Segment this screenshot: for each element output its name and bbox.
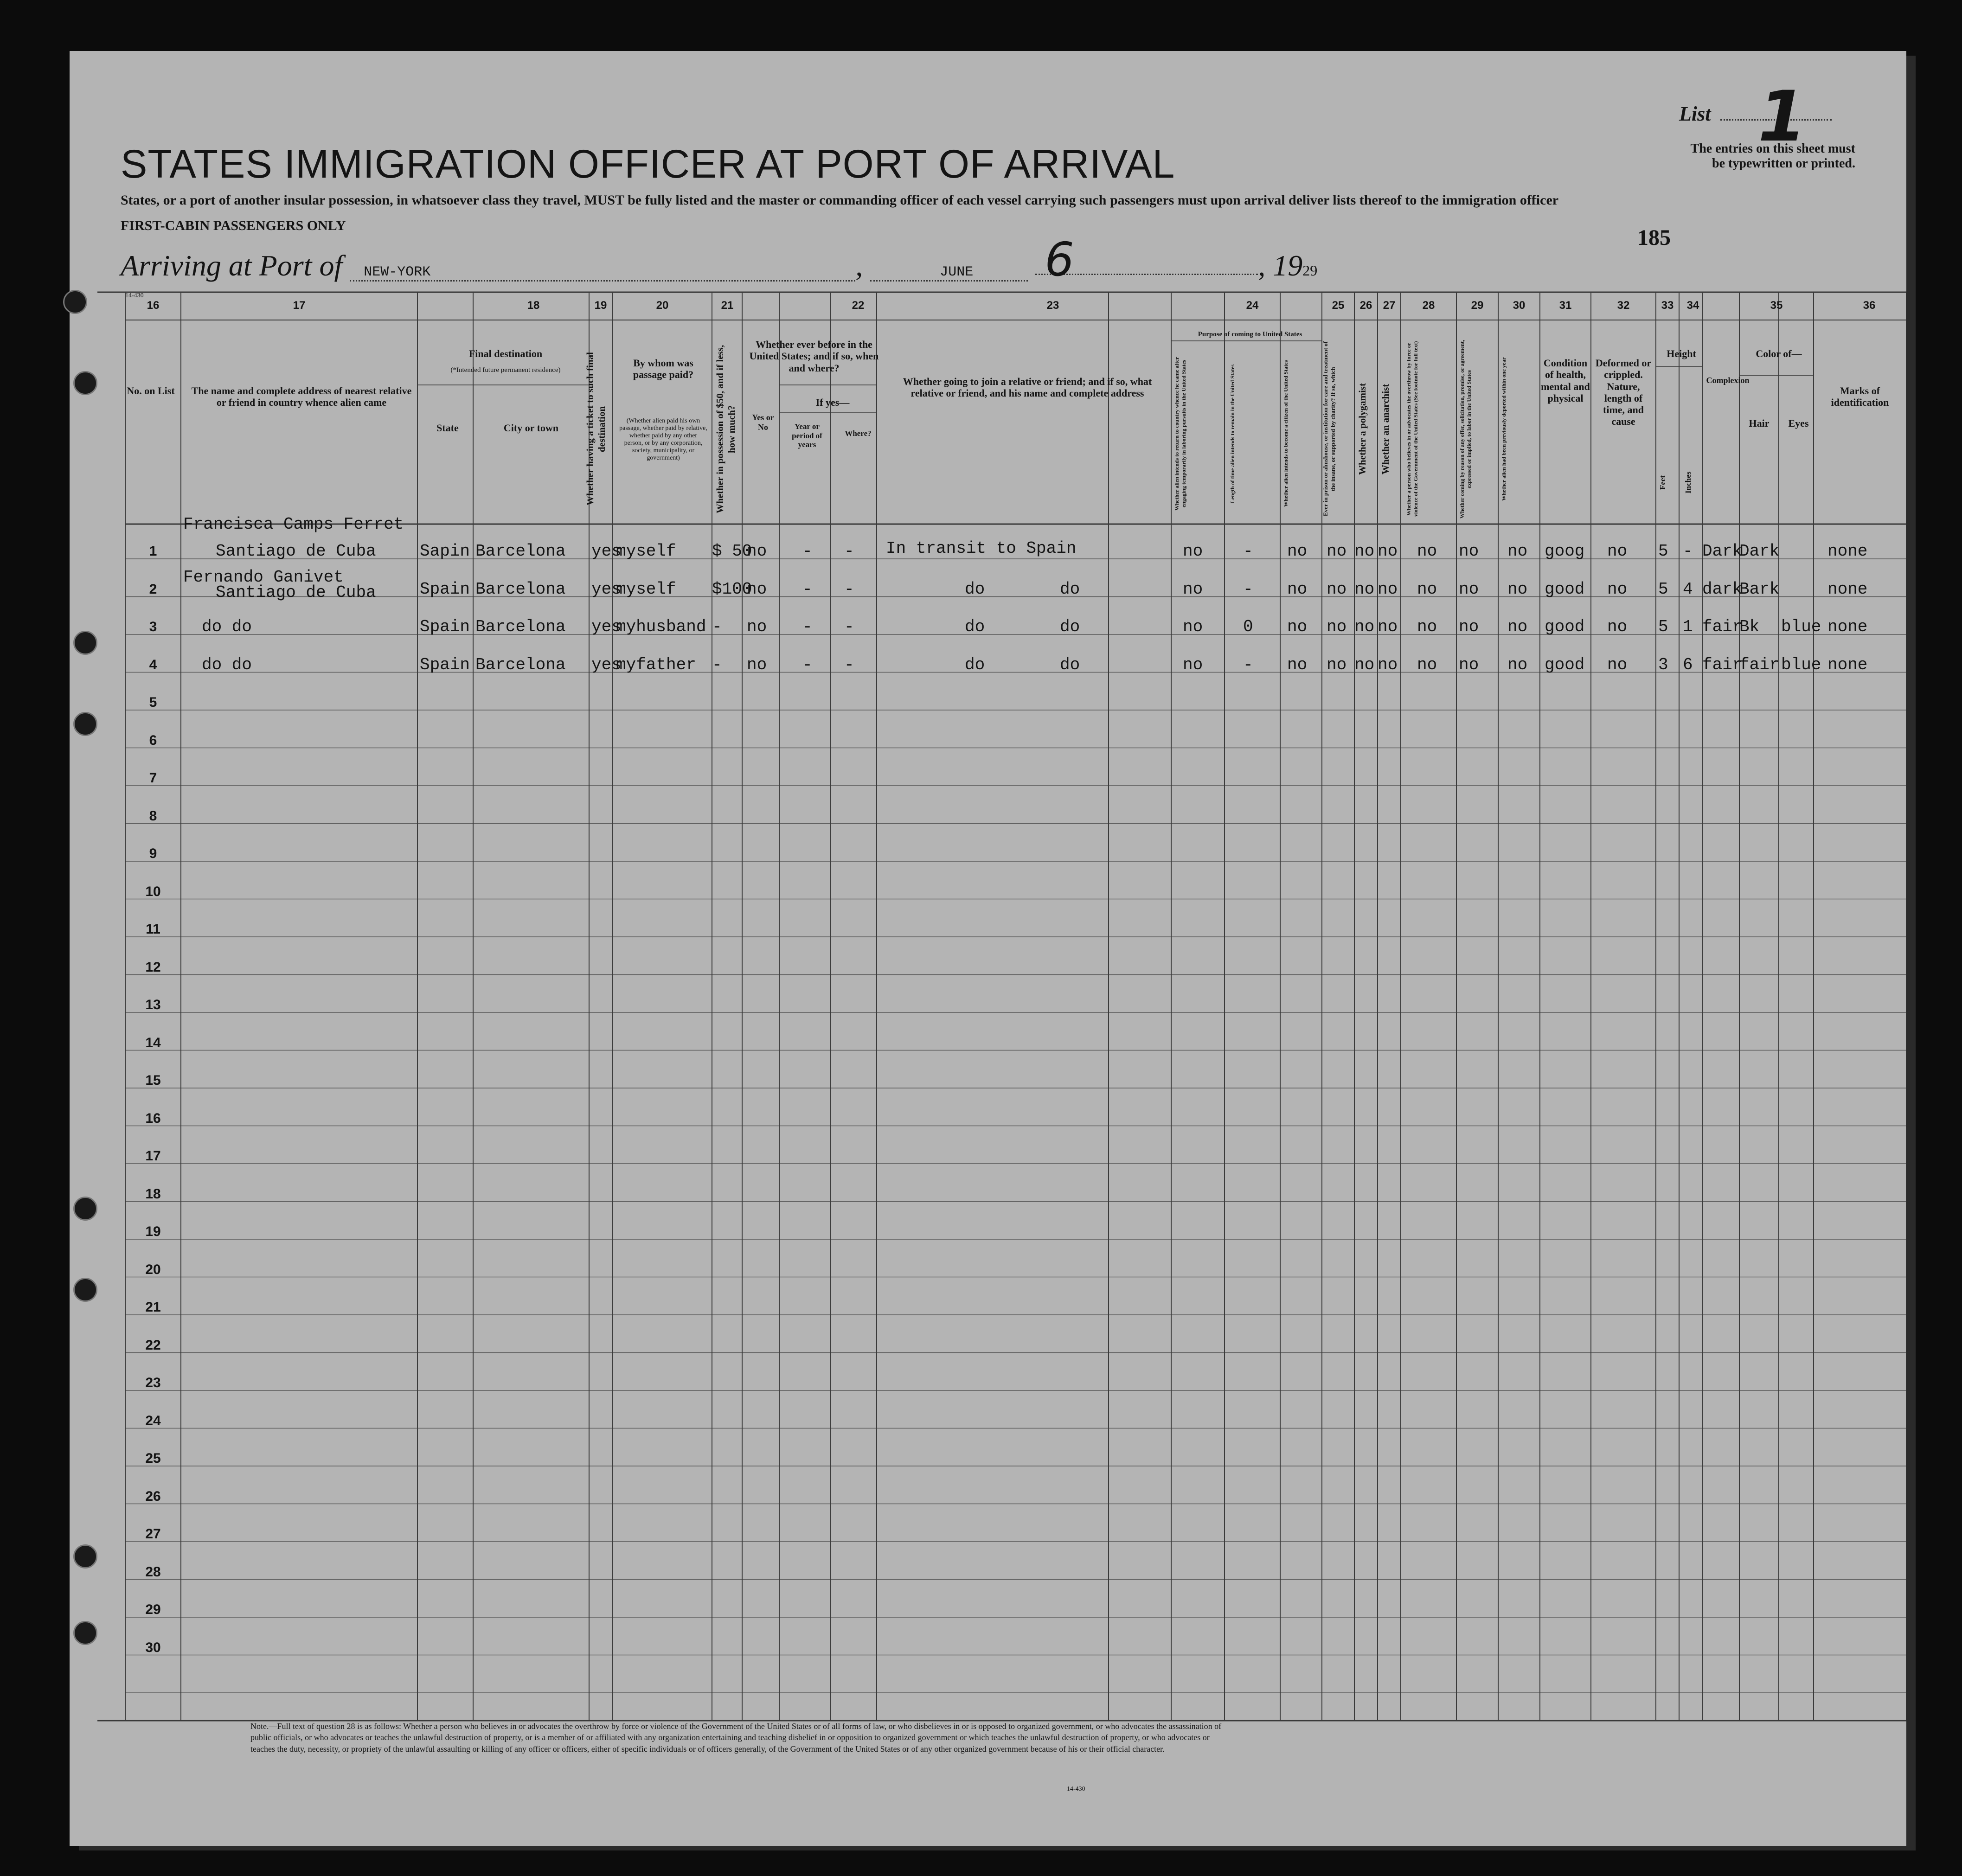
hair-cell: Bark <box>1739 579 1780 599</box>
year-prefix: 19 <box>1273 249 1303 282</box>
header-before-us: Whether ever before in the United States; and if so, when and where? <box>749 339 879 374</box>
column-number: 21 <box>721 299 734 312</box>
header-purpose-c: Whether alien intends to become a citizen of the United States <box>1282 360 1289 507</box>
entries-note-line2: be typewritten or printed. <box>1712 156 1855 171</box>
where-cell: - <box>844 579 854 599</box>
inches-cell: 6 <box>1683 655 1693 674</box>
deported-cell: no <box>1507 617 1528 636</box>
row-number: 16 <box>145 1110 161 1126</box>
prison-cell: no <box>1327 617 1347 636</box>
money-cell: $ 50 <box>712 542 752 561</box>
citizen-cell: no <box>1287 542 1308 561</box>
row-number: 27 <box>145 1526 161 1542</box>
header-purpose-b: Length of time alien intends to remain in the United States <box>1229 364 1236 503</box>
complexion-cell: fair <box>1702 617 1743 636</box>
anarchist-cell: no <box>1378 655 1398 674</box>
health-cell: good <box>1545 579 1585 599</box>
ticket-cell: yes <box>591 655 622 674</box>
row-number: 18 <box>145 1186 161 1202</box>
polygamist-cell: no <box>1354 617 1375 636</box>
relative-address-cell: do do <box>202 655 252 674</box>
row-number: 11 <box>146 922 160 937</box>
list-number: 1 <box>1758 77 1807 157</box>
cabin-class: FIRST-CABIN PASSENGERS ONLY <box>121 218 346 233</box>
inches-cell: 1 <box>1683 617 1693 636</box>
deported-cell: no <box>1507 579 1528 599</box>
length-cell: - <box>1243 655 1253 674</box>
polygamist-cell: no <box>1354 579 1375 599</box>
header-height: Height <box>1667 348 1696 359</box>
column-number: 24 <box>1246 299 1259 312</box>
column-number: 32 <box>1617 299 1630 312</box>
q28-cell: no <box>1417 542 1437 561</box>
row-number: 12 <box>145 959 161 975</box>
row-number: 3 <box>149 619 157 634</box>
relative-address-cell: Santiago de Cuba <box>216 583 376 602</box>
header-final-destination: Final destination <box>468 348 543 359</box>
row-number: 30 <box>145 1639 161 1655</box>
header-where: Where? <box>845 429 872 438</box>
header-joining: Whether going to join a relative or friend; and if so, what relative or friend, and his name and complete address <box>903 376 1152 399</box>
row-number: 22 <box>145 1337 161 1353</box>
feet-cell: 5 <box>1658 617 1668 636</box>
header-purpose: Purpose of coming to United States <box>1198 331 1302 338</box>
header-q29: Whether coming by reason of any offer, solicitation, promise, or agreement, expressed or implied, to labor in the United States <box>1459 339 1472 519</box>
before-us-cell: no <box>747 542 767 561</box>
relative-address-cell: do do <box>202 617 252 636</box>
binder-hole <box>73 1544 97 1569</box>
header-final-destination-sub: (*Intended future permanent residence) <box>450 366 561 374</box>
column-number: 35 <box>1770 299 1783 312</box>
inches-cell: 4 <box>1683 579 1693 599</box>
day-field: 6 <box>1035 246 1258 275</box>
length-cell: 0 <box>1243 617 1253 636</box>
q28-cell: no <box>1417 655 1437 674</box>
year-suffix: 29 <box>1302 262 1318 279</box>
complexion-cell: Dark <box>1702 542 1743 561</box>
inches-cell: - <box>1683 542 1693 561</box>
column-number: 29 <box>1471 299 1484 312</box>
hair-cell: Bk <box>1739 617 1760 636</box>
purpose-cell: no <box>1183 617 1203 636</box>
row-number: 2 <box>149 581 157 597</box>
city-cell: Barcelona <box>475 655 566 674</box>
relative-name-cell: Francisca Camps Ferret <box>183 515 404 534</box>
year-cell: - <box>802 617 813 636</box>
eyes-cell: blue <box>1781 655 1821 674</box>
state-cell: Spain <box>420 655 470 674</box>
row-number: 15 <box>145 1073 161 1088</box>
header-before-yes: Yes or No <box>752 413 774 432</box>
length-cell: - <box>1243 579 1253 599</box>
row-number: 7 <box>149 770 157 786</box>
deformed-cell: no <box>1607 579 1628 599</box>
port-field: NEW-YORK <box>350 264 855 282</box>
header-paid-by: By whom was passage paid? <box>633 357 694 381</box>
header-relative: The name and complete address of nearest relative or friend in country whence alien came <box>191 385 412 409</box>
column-number: 25 <box>1332 299 1345 312</box>
marks-cell: none <box>1827 655 1868 674</box>
row-number: 10 <box>145 884 161 899</box>
money-cell: - <box>712 655 722 674</box>
header-eyes: Eyes <box>1788 417 1809 429</box>
year-cell: - <box>802 579 813 599</box>
row-number: 9 <box>149 846 157 861</box>
header-feet: Feet <box>1658 475 1667 490</box>
footnote: Note.—Full text of question 28 is as follows: Whether a person who believes in or advocates the overthrow by force or violence of the Government of the United States or of all forms of law, or who disbelieves in or is opposed to organized government, or who advocates the assassination of public officials, or who advocates or teaches the unlawful destruction of property, or is a member of or affiliated with any organization entertaining and teaching disbelief in or opposition to organized government or which teaches the unlawful destruction of property, or who advocates or teaches the duty, necessity, or propriety of the unlawful assaulting or killing of any officer or officers, either of specific individuals or of officers generally, of the Government of the United States or of any other organized government because of his or their official character. <box>250 1722 1222 1754</box>
row-number: 8 <box>149 808 157 824</box>
deformed-cell: no <box>1607 655 1628 674</box>
column-number: 18 <box>527 299 540 312</box>
binder-hole <box>63 290 87 314</box>
column-number: 30 <box>1513 299 1526 312</box>
marks-cell: none <box>1827 617 1868 636</box>
year-cell: - <box>802 655 813 674</box>
column-number: 36 <box>1863 299 1876 312</box>
column-number: 31 <box>1559 299 1572 312</box>
paid-by-cell: myhusband <box>616 617 706 636</box>
deported-cell: no <box>1507 655 1528 674</box>
joining-cell: In transit to Spain <box>886 539 1077 558</box>
before-us-cell: no <box>747 617 767 636</box>
relative-name-cell: Fernando Ganivet <box>183 567 344 587</box>
header-q28: Whether a person who believes in or advocates the overthrow by force or violence of the Government of the United States (See footnote for full text) <box>1405 341 1419 517</box>
q28-cell: no <box>1417 617 1437 636</box>
ticket-cell: yes <box>591 579 622 599</box>
paid-by-cell: myfather <box>616 655 696 674</box>
marks-cell: none <box>1827 579 1868 599</box>
prison-cell: no <box>1327 542 1347 561</box>
money-cell: - <box>712 617 722 636</box>
city-cell: Barcelona <box>475 617 566 636</box>
before-us-cell: no <box>747 655 767 674</box>
q29-cell: no <box>1459 579 1479 599</box>
row-number: 24 <box>145 1413 161 1428</box>
year-cell: - <box>802 542 813 561</box>
joining-cell: do <box>1060 617 1080 636</box>
where-cell: - <box>844 617 854 636</box>
deported-cell: no <box>1507 542 1528 561</box>
binder-hole <box>73 712 97 736</box>
health-cell: good <box>1545 655 1585 674</box>
city-cell: Barcelona <box>475 542 566 561</box>
row-number: 23 <box>145 1375 161 1390</box>
header-inches: Inches <box>1684 471 1693 493</box>
state-cell: Sapin <box>420 542 470 561</box>
header-hair: Hair <box>1749 417 1770 429</box>
where-cell: - <box>844 655 854 674</box>
citizen-cell: no <box>1287 617 1308 636</box>
feet-cell: 5 <box>1658 579 1668 599</box>
hair-cell: Dark <box>1739 542 1780 561</box>
header-money: Whether in possession of $50, and if less, how much? <box>714 345 737 513</box>
polygamist-cell: no <box>1354 542 1375 561</box>
row-number: 19 <box>145 1224 161 1239</box>
column-number: 23 <box>1046 299 1059 312</box>
month-field: JUNE <box>870 264 1028 282</box>
citizen-cell: no <box>1287 579 1308 599</box>
q28-cell: no <box>1417 579 1437 599</box>
row-number: 6 <box>149 732 157 748</box>
header-year: Year or period of years <box>792 422 822 449</box>
q29-cell: no <box>1459 542 1479 561</box>
header-anarchist: Whether an anarchist <box>1380 384 1391 474</box>
row-number: 25 <box>145 1451 161 1466</box>
joining-cell: do <box>965 655 985 674</box>
row-number: 29 <box>145 1602 161 1617</box>
header-paid-by-sub: (Whether alien paid his own passage, whether paid by relative, whether paid by any other person, or by any corporation, society, municipality, or government) <box>619 417 707 462</box>
hair-cell: fair <box>1739 655 1780 674</box>
page-title: STATES IMMIGRATION OFFICER AT PORT OF ARRIVAL <box>121 142 1175 186</box>
paid-by-cell: myself <box>616 542 676 561</box>
polygamist-cell: no <box>1354 655 1375 674</box>
column-number: 20 <box>656 299 669 312</box>
intro-text: States, or a port of another insular possession, in whatsoever class they travel, MUST be fully listed and the master or commanding officer of each vessel carrying such passengers must upon arrival deliver lists thereof to the immigration officer <box>121 192 1559 208</box>
binder-hole <box>73 1197 97 1221</box>
row-number: 14 <box>145 1035 161 1050</box>
column-number: 19 <box>594 299 607 312</box>
header-if-yes: If yes— <box>815 397 850 408</box>
citizen-cell: no <box>1287 655 1308 674</box>
header-complexion: Complexion <box>1706 376 1750 385</box>
joining-cell: do <box>965 617 985 636</box>
row-number: 17 <box>145 1148 161 1164</box>
length-cell: - <box>1243 542 1253 561</box>
marks-cell: none <box>1827 542 1868 561</box>
anarchist-cell: no <box>1378 579 1398 599</box>
city-cell: Barcelona <box>475 579 566 599</box>
paid-by-cell: myself <box>616 579 676 599</box>
feet-cell: 3 <box>1658 655 1668 674</box>
prison-cell: no <box>1327 579 1347 599</box>
complexion-cell: dark <box>1702 579 1743 599</box>
deformed-cell: no <box>1607 542 1628 561</box>
row-number: 4 <box>149 657 157 672</box>
health-cell: good <box>1545 617 1585 636</box>
row-number: 28 <box>145 1564 161 1580</box>
binder-hole <box>73 1278 97 1302</box>
sheet-number: 185 <box>1637 225 1671 250</box>
column-number: 33 <box>1661 299 1674 312</box>
header-deported: Whether alien had been previously deported within one year <box>1500 357 1507 501</box>
header-color-of: Color of— <box>1756 348 1802 359</box>
footnote-code: 14-430 <box>1067 1786 1085 1793</box>
joining-cell: do <box>965 579 985 599</box>
header-ticket: Whether having a ticket to such final destination <box>584 352 607 506</box>
header-deformed: Deformed or crippled. Nature, length of time, and cause <box>1595 357 1652 428</box>
header-marks: Marks of identification <box>1831 385 1889 409</box>
column-number: 34 <box>1686 299 1699 312</box>
row-number: 5 <box>149 695 157 710</box>
column-number: 26 <box>1359 299 1372 312</box>
column-number: 28 <box>1422 299 1435 312</box>
form-code: 14-430 <box>125 292 144 299</box>
q29-cell: no <box>1459 655 1479 674</box>
feet-cell: 5 <box>1658 542 1668 561</box>
prison-cell: no <box>1327 655 1347 674</box>
header-polygamist: Whether a polygamist <box>1357 383 1368 475</box>
complexion-cell: fair <box>1702 655 1743 674</box>
column-number: 22 <box>852 299 865 312</box>
arriving-label: Arriving at Port of <box>121 249 343 282</box>
row-number: 26 <box>145 1488 161 1504</box>
q29-cell: no <box>1459 617 1479 636</box>
joining-cell: do <box>1060 579 1080 599</box>
anarchist-cell: no <box>1378 542 1398 561</box>
ticket-cell: yes <box>591 542 622 561</box>
binder-hole <box>73 1621 97 1645</box>
purpose-cell: no <box>1183 655 1203 674</box>
anarchist-cell: no <box>1378 617 1398 636</box>
row-number: 21 <box>145 1300 161 1315</box>
header-health: Condition of health, mental and physical <box>1541 357 1590 404</box>
header-city: City or town <box>503 422 559 434</box>
eyes-cell: blue <box>1781 617 1821 636</box>
binder-hole <box>73 631 97 655</box>
header-no-on-list: No. on List <box>127 385 175 397</box>
ticket-cell: yes <box>591 617 622 636</box>
binder-hole <box>73 371 97 395</box>
state-cell: Spain <box>420 617 470 636</box>
purpose-cell: no <box>1183 542 1203 561</box>
row-number: 1 <box>149 544 157 559</box>
before-us-cell: no <box>747 579 767 599</box>
money-cell: $100 <box>712 579 752 599</box>
column-number: 27 <box>1383 299 1396 312</box>
row-number: 20 <box>145 1261 161 1277</box>
row-number: 13 <box>145 997 161 1012</box>
purpose-cell: no <box>1183 579 1203 599</box>
health-cell: goog <box>1545 542 1585 561</box>
where-cell: - <box>844 542 854 561</box>
header-purpose-a: Whether alien intends to return to country whence he came after engaging temporarily in laboring pursuits in the United States <box>1173 357 1187 511</box>
column-number: 17 <box>293 299 306 312</box>
relative-address-cell: Santiago de Cuba <box>216 542 376 561</box>
manifest-sheet <box>70 51 1906 1846</box>
arrival-line: Arriving at Port of NEW-YORK , JUNE 6 , 1929 <box>121 232 1318 287</box>
joining-cell: do <box>1060 655 1080 674</box>
header-state: State <box>436 422 459 434</box>
list-label: List <box>1679 102 1711 125</box>
entries-note-line1: The entries on this sheet must <box>1690 141 1855 156</box>
state-cell: Spain <box>420 579 470 599</box>
deformed-cell: no <box>1607 617 1628 636</box>
header-prison: Ever in prison or almshouse, or institution for care and treatment of the insane, or supported by charity? If so, which <box>1322 341 1336 517</box>
table-grid <box>70 51 1906 1846</box>
column-number: 16 <box>147 299 160 312</box>
